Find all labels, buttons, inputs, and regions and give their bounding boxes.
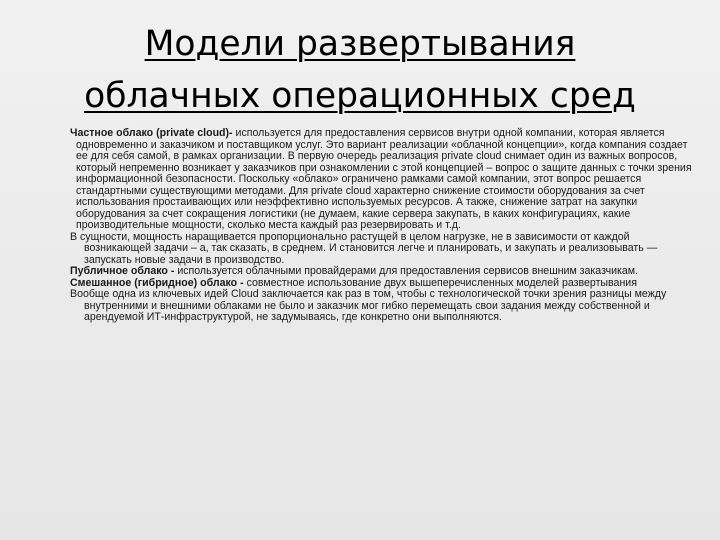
paragraph-text: Вообще одна из ключевых идей Cloud заключается как раз в том, чтобы с технологической точки зрения разницы между внутренними и внешними облаками не было и заказчик мог гибко перемещать свои задания между собственной и арендуемой ИТ-инфраструктурой, не задумываясь, где конкретно они выполняются. — [70, 288, 667, 323]
paragraph-text: используется облачными провайдерами для предоставления сервисов внешним заказчикам. — [174, 265, 639, 277]
slide-body — [70, 128, 692, 324]
paragraph-text: В сущности, мощность наращивается пропорционально растущей в целом нагрузке, не в зависимости от каждой возникающей задачи – а, так сказать, в среднем. И становится легче и планировать, и закупать и реализовывать — запускать новые задачи в производство. — [70, 230, 658, 266]
paragraph-cloud-idea — [70, 289, 692, 324]
paragraph-text: совместное использование двух вышеперечисленных моделей развертывания — [243, 276, 637, 289]
paragraph-text: используется для предоставления сервисов внутри одной компании, которая является одновременно и заказчиком и поставщиком услуг. Это вариант реализации «облачной концепции», когда компания создает ее для себя самой, в рамках организации. В первую очередь реализация private cloud снимает один из важных вопросов, который непременно возникает у заказчиков при ознакомлении с этой концепцией – вопрос о защите данных с точки зрения информационной безопасности. Поскольку «облако» ограничено рамками самой компании, этот вопрос решается стандартными существующими методами. Для private cloud характерно снижение стоимости оборудования за счет использования простаивающих или неэффективно используемых ресурсов. А также, снижение затрат на закупки оборудования за счет сокращения логистики (не думаем, какие сервера закупать, в каких конфигурациях, какие производительные мощности, сколько места каждый раз резервировать и т.д. — [76, 127, 692, 231]
slide-title-line-2: облачных операционных сред — [84, 76, 636, 116]
paragraph-lead: Смешанное (гибридное) облако - — [70, 276, 244, 289]
paragraph-private-cloud — [70, 128, 692, 232]
paragraph-capacity — [70, 232, 692, 267]
paragraph-lead: Частное облако (private cloud)- — [70, 127, 233, 139]
slide-title — [30, 18, 690, 122]
slide-title-line-1: Модели развертывания — [144, 24, 576, 64]
paragraph-lead: Публичное облако - — [70, 265, 175, 277]
